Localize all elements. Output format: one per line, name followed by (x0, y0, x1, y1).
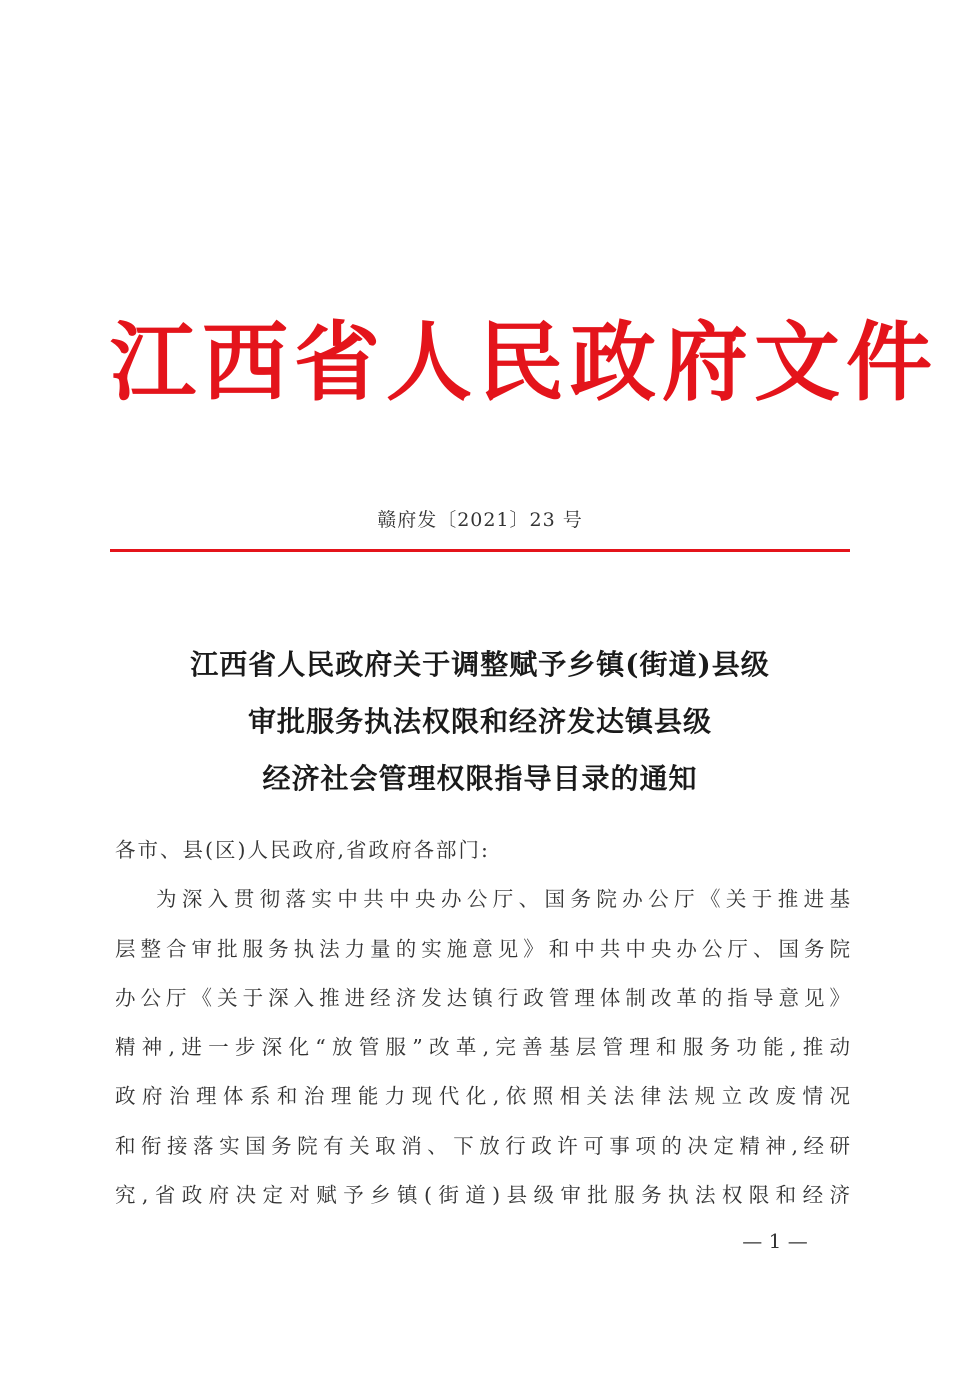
red-separator-line (110, 549, 850, 552)
document-title (110, 636, 850, 807)
title-line: 经济社会管理权限指导目录的通知 (262, 762, 698, 795)
document-number: 赣府发〔2021〕23 号 (377, 509, 583, 531)
document-body (115, 826, 850, 1220)
body-line: 办公厅《关于深入推进经济发达镇行政管理体制改革的指导意见》 (115, 985, 850, 1010)
masthead-title: 江西省人民政府文件 (110, 312, 938, 413)
body-line: 政府治理体系和治理能力现代化,依照相关法律法规立改废情况 (115, 1084, 850, 1109)
body-line: 和衔接落实国务院有关取消、下放行政许可事项的决定精神,经研 (115, 1133, 850, 1158)
body-line: 层整合审批服务执法力量的实施意见》和中共中央办公厅、国务院 (115, 936, 850, 961)
body-line: 究,省政府决定对赋予乡镇(街道)县级审批服务执法权限和经济 (115, 1183, 850, 1208)
title-line: 江西省人民政府关于调整赋予乡镇(街道)县级 (190, 648, 770, 681)
body-line: 为深入贯彻落实中共中央办公厅、国务院办公厅《关于推进基 (156, 887, 850, 912)
body-line: 精神,进一步深化“放管服”改革,完善基层管理和服务功能,推动 (115, 1035, 850, 1060)
title-line: 审批服务执法权限和经济发达镇县级 (247, 705, 712, 738)
salutation: 各市、县(区)人民政府,省政府各部门: (115, 838, 490, 862)
page-number: — 1 — (742, 1229, 808, 1253)
